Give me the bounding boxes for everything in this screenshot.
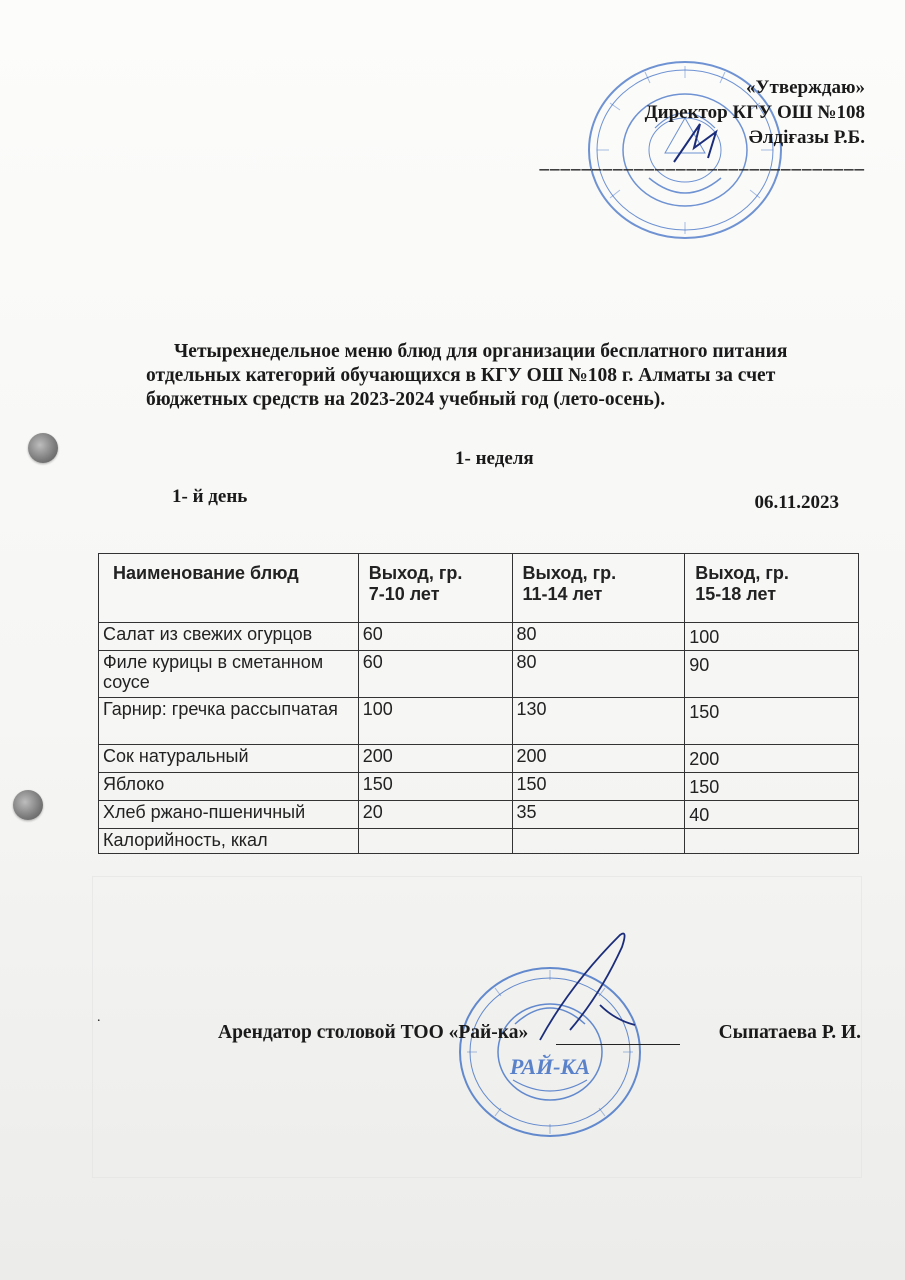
week-label: 1- неделя	[455, 448, 534, 469]
yield-15-18: 150	[685, 698, 859, 745]
approval-heading: «Утверждаю»	[746, 77, 865, 98]
yield-7-10: 60	[358, 623, 512, 651]
yield-15-18: 40	[685, 801, 859, 829]
tenant-label: Арендатор столовой ТОО «Рай-ка»	[218, 1022, 529, 1043]
table-row	[99, 773, 859, 801]
dish-name: Калорийность, ккал	[99, 829, 359, 854]
yield-7-10: 150	[358, 773, 512, 801]
header-yield-7-10: Выход, гр. 7-10 лет	[358, 554, 512, 623]
yield-11-14: 80	[512, 651, 685, 698]
header-yield-15-18: Выход, гр. 15-18 лет	[685, 554, 859, 623]
table-row	[99, 829, 859, 854]
tenant-signature-line	[556, 1044, 680, 1045]
dish-name: Салат из свежих огурцов	[99, 623, 359, 651]
table-row	[99, 623, 859, 651]
title-line-2: отдельных категорий обучающихся в КГУ ОШ №108 г. Алматы за счет	[146, 365, 776, 386]
yield-7-10: 20	[358, 801, 512, 829]
yield-11-14: 130	[512, 698, 685, 745]
day-label: 1- й день	[172, 486, 248, 507]
menu-table	[98, 553, 859, 854]
table-row	[99, 745, 859, 773]
approval-signature-line: _______________________________	[539, 152, 865, 173]
table-row	[99, 698, 859, 745]
yield-15-18: 150	[685, 773, 859, 801]
tenant-signer-name: Сыпатаева Р. И.	[718, 1022, 861, 1043]
yield-7-10: 200	[358, 745, 512, 773]
dish-name: Хлеб ржано-пшеничный	[99, 801, 359, 829]
yield-15-18: 200	[685, 745, 859, 773]
yield-7-10: 100	[358, 698, 512, 745]
dish-name: Сок натуральный	[99, 745, 359, 773]
stray-mark: .	[97, 1010, 101, 1025]
yield-11-14: 200	[512, 745, 685, 773]
yield-15-18: 100	[685, 623, 859, 651]
header-yield-11-14: Выход, гр. 11-14 лет	[512, 554, 685, 623]
table-row	[99, 651, 859, 698]
tenant-signature	[530, 925, 650, 1045]
approval-position: Директор КГУ ОШ №108	[644, 102, 865, 123]
menu-date: 06.11.2023	[754, 492, 839, 513]
yield-11-14	[512, 829, 685, 854]
yield-15-18	[685, 829, 859, 854]
table-row	[99, 801, 859, 829]
approval-director-name: Әлдіғазы Р.Б.	[748, 127, 865, 148]
dish-name: Яблоко	[99, 773, 359, 801]
yield-11-14: 80	[512, 623, 685, 651]
yield-7-10	[358, 829, 512, 854]
punch-hole-top	[28, 433, 58, 463]
yield-7-10: 60	[358, 651, 512, 698]
document-title	[146, 340, 866, 412]
title-line-3: бюджетных средств на 2023-2024 учебный год (лето-осень).	[146, 389, 666, 410]
header-dish-name: Наименование блюд	[99, 554, 359, 623]
title-line-1: Четырехнедельное меню блюд для организации бесплатного питания	[174, 341, 788, 362]
yield-11-14: 150	[512, 773, 685, 801]
table-header-row	[99, 554, 859, 623]
dish-name: Гарнир: гречка рассыпчатая	[99, 698, 359, 745]
stamp-company-name: РАЙ-КА	[509, 1054, 591, 1079]
dish-name: Филе курицы в сметанном соусе	[99, 651, 359, 698]
yield-15-18: 90	[685, 651, 859, 698]
approval-block	[540, 75, 866, 175]
yield-11-14: 35	[512, 801, 685, 829]
punch-hole-bottom	[13, 790, 43, 820]
